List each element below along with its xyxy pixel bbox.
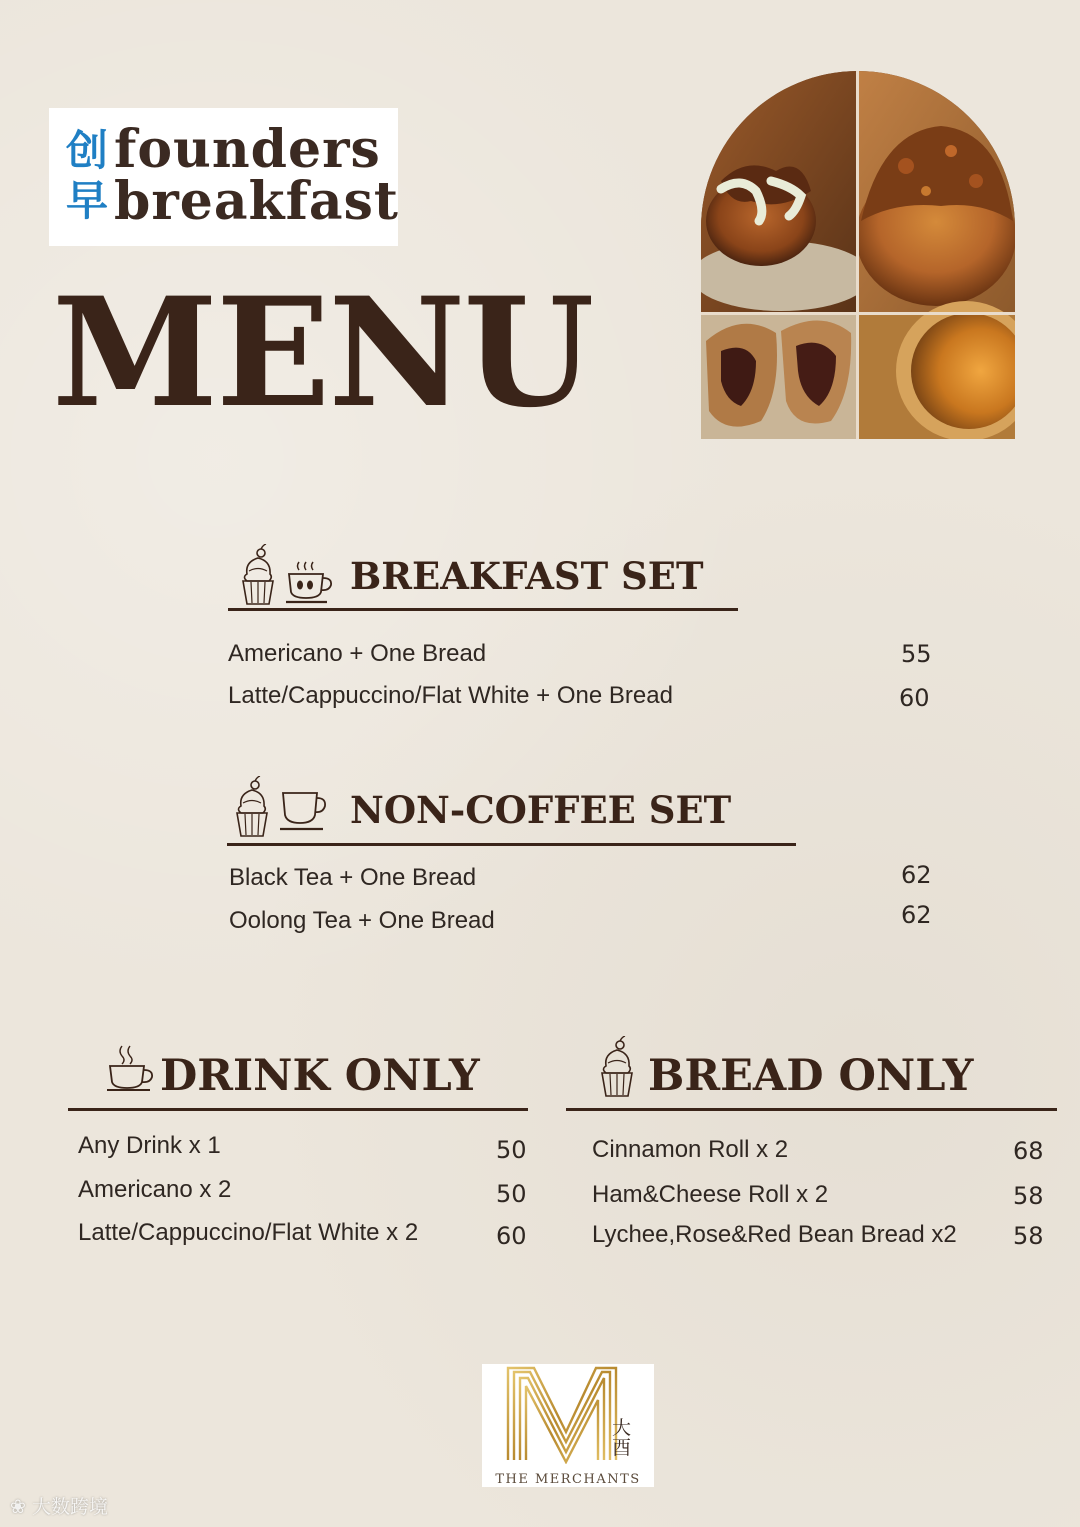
menu-item-name: Lychee,Rose&Red Bean Bread x2 bbox=[592, 1221, 957, 1248]
bread-only-title: BREAD ONLY bbox=[648, 1051, 974, 1101]
watermark-text: 大数跨境 bbox=[31, 1496, 108, 1518]
menu-item-name: Cinnamon Roll x 2 bbox=[592, 1136, 789, 1163]
menu-item-name: Oolong Tea + One Bread bbox=[229, 907, 495, 934]
drink-only-title: DRINK ONLY bbox=[160, 1051, 480, 1101]
logo-cn-text bbox=[62, 126, 112, 226]
cupcake-icon bbox=[233, 776, 271, 838]
menu-item-price: 50 bbox=[496, 1180, 527, 1208]
breakfast-set-title: BREAKFAST SET bbox=[350, 554, 704, 598]
menu-item-name: Black Tea + One Bread bbox=[229, 864, 477, 891]
photo-grid bbox=[701, 71, 1015, 439]
menu-item-name: Latte/Cappuccino/Flat White + One Bread bbox=[228, 682, 673, 709]
food-photo-collage bbox=[701, 71, 1015, 439]
page-title: MENU bbox=[52, 265, 593, 441]
merchants-brand-text: THE MERCHANTS bbox=[495, 1472, 641, 1487]
cupcake-icon bbox=[598, 1036, 636, 1098]
logo-cn-top: 创 bbox=[65, 126, 108, 175]
coffee-cup-icon bbox=[285, 560, 335, 606]
menu-item-name: Ham&Cheese Roll x 2 bbox=[592, 1181, 829, 1208]
watermark bbox=[10, 1492, 108, 1519]
menu-item-price: 62 bbox=[901, 901, 932, 929]
menu-item-price: 62 bbox=[901, 861, 932, 889]
logo-cn-bottom: 早 bbox=[65, 176, 108, 225]
menu-item-price: 55 bbox=[901, 640, 932, 668]
menu-item-name: Latte/Cappuccino/Flat White x 2 bbox=[78, 1219, 419, 1246]
tea-cup-icon bbox=[279, 787, 329, 833]
merchants-cn-text: 大酉 bbox=[612, 1417, 632, 1459]
menu-item-price: 58 bbox=[1013, 1222, 1044, 1250]
watermark-logo-icon: ❀ bbox=[10, 1496, 26, 1518]
menu-item-name: Americano + One Bread bbox=[228, 640, 487, 667]
menu-item-price: 58 bbox=[1013, 1182, 1044, 1210]
menu-item-price: 60 bbox=[899, 684, 930, 712]
menu-item-name: Americano x 2 bbox=[78, 1176, 232, 1203]
steaming-cup-icon bbox=[106, 1044, 156, 1092]
non-coffee-set-title: NON-COFFEE SET bbox=[350, 788, 732, 832]
menu-item-price: 50 bbox=[496, 1136, 527, 1164]
logo-en-bottom: breakfast bbox=[114, 171, 399, 232]
divider bbox=[566, 1108, 1057, 1111]
logo-en-top: founders bbox=[114, 119, 381, 180]
divider bbox=[228, 608, 738, 611]
logo-en-text bbox=[114, 119, 399, 232]
divider bbox=[68, 1108, 528, 1111]
menu-item-name: Any Drink x 1 bbox=[78, 1132, 221, 1159]
menu-item-price: 68 bbox=[1013, 1137, 1044, 1165]
cupcake-icon bbox=[239, 544, 277, 606]
menu-item-price: 60 bbox=[496, 1222, 527, 1250]
divider bbox=[227, 843, 796, 846]
